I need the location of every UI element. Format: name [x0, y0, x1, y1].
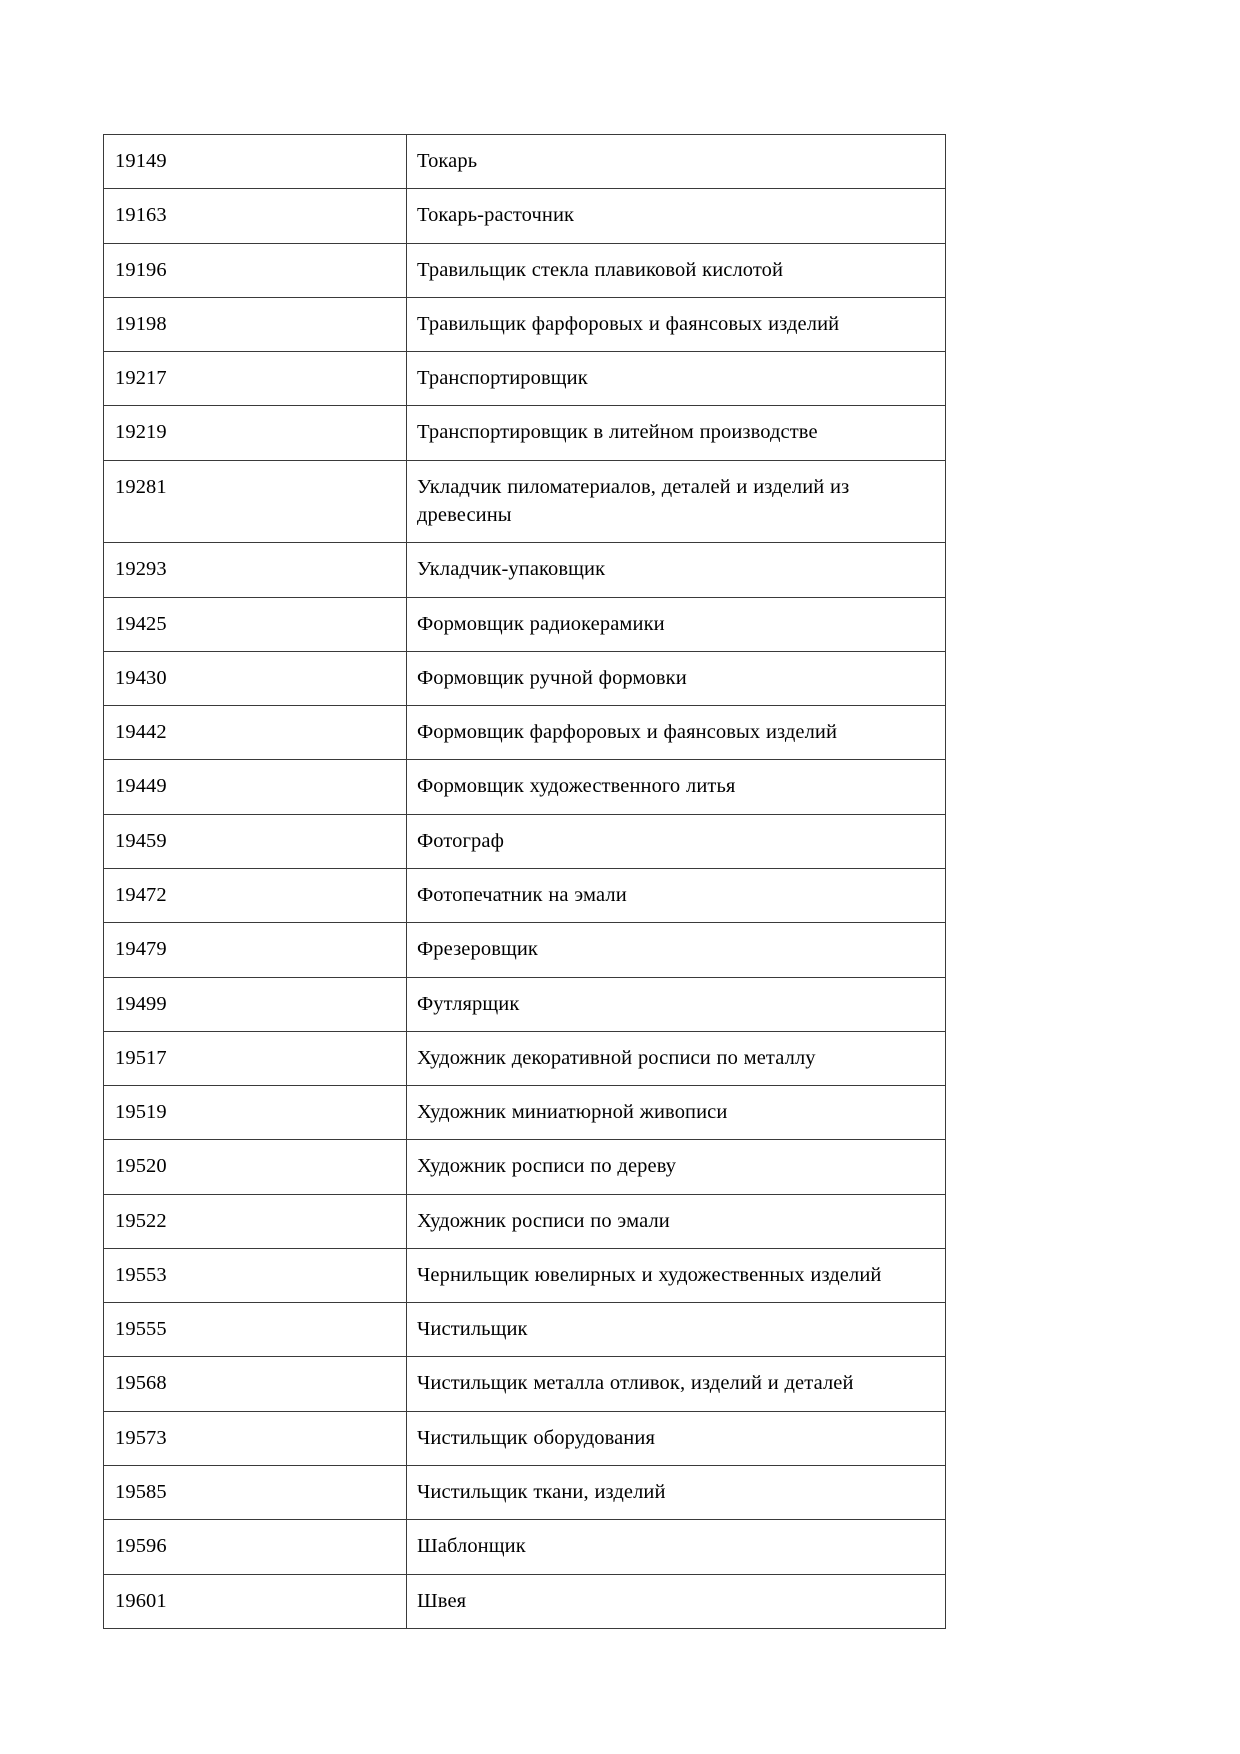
table-row: [104, 760, 946, 814]
cell-code: 19520: [104, 1140, 407, 1194]
table-row: [104, 1140, 946, 1194]
cell-occupation-name: Художник росписи по эмали: [407, 1194, 946, 1248]
cell-code: 19219: [104, 406, 407, 460]
table-row: [104, 1357, 946, 1411]
cell-occupation-name: Укладчик пиломатериалов, деталей и изделий из древесины: [407, 460, 946, 543]
cell-occupation-name: Футлярщик: [407, 977, 946, 1031]
cell-code: 19472: [104, 868, 407, 922]
table-row: [104, 1411, 946, 1465]
cell-code: 19499: [104, 977, 407, 1031]
table-row: [104, 1303, 946, 1357]
table-row: [104, 1466, 946, 1520]
cell-code: 19442: [104, 706, 407, 760]
cell-occupation-name: Формовщик радиокерамики: [407, 597, 946, 651]
table-row: [104, 135, 946, 189]
cell-code: 19149: [104, 135, 407, 189]
cell-code: 19163: [104, 189, 407, 243]
occupation-code-table: [103, 134, 946, 1629]
table-row: [104, 1574, 946, 1628]
cell-code: 19425: [104, 597, 407, 651]
cell-code: 19553: [104, 1248, 407, 1302]
cell-occupation-name: Шаблонщик: [407, 1520, 946, 1574]
cell-occupation-name: Чернильщик ювелирных и художественных изделий: [407, 1248, 946, 1302]
table-row: [104, 189, 946, 243]
cell-occupation-name: Фотопечатник на эмали: [407, 868, 946, 922]
cell-occupation-name: Швея: [407, 1574, 946, 1628]
table-row: [104, 460, 946, 543]
table-row: [104, 923, 946, 977]
cell-code: 19568: [104, 1357, 407, 1411]
cell-code: 19293: [104, 543, 407, 597]
cell-occupation-name: Укладчик-упаковщик: [407, 543, 946, 597]
cell-occupation-name: Транспортировщик в литейном производстве: [407, 406, 946, 460]
table-row: [104, 352, 946, 406]
cell-code: 19519: [104, 1086, 407, 1140]
cell-occupation-name: Чистильщик ткани, изделий: [407, 1466, 946, 1520]
occupation-code-table-wrapper: [103, 134, 945, 1629]
cell-occupation-name: Формовщик художественного литья: [407, 760, 946, 814]
cell-code: 19449: [104, 760, 407, 814]
table-row: [104, 651, 946, 705]
cell-code: 19196: [104, 243, 407, 297]
cell-code: 19573: [104, 1411, 407, 1465]
cell-code: 19217: [104, 352, 407, 406]
table-row: [104, 406, 946, 460]
cell-code: 19198: [104, 297, 407, 351]
cell-occupation-name: Художник росписи по дереву: [407, 1140, 946, 1194]
table-row: [104, 706, 946, 760]
cell-occupation-name: Формовщик фарфоровых и фаянсовых изделий: [407, 706, 946, 760]
table-row: [104, 868, 946, 922]
cell-code: 19522: [104, 1194, 407, 1248]
cell-occupation-name: Художник декоративной росписи по металлу: [407, 1031, 946, 1085]
cell-occupation-name: Токарь-расточник: [407, 189, 946, 243]
cell-occupation-name: Травильщик стекла плавиковой кислотой: [407, 243, 946, 297]
cell-occupation-name: Транспортировщик: [407, 352, 946, 406]
cell-occupation-name: Травильщик фарфоровых и фаянсовых изделий: [407, 297, 946, 351]
table-row: [104, 1031, 946, 1085]
cell-occupation-name: Чистильщик оборудования: [407, 1411, 946, 1465]
cell-code: 19281: [104, 460, 407, 543]
cell-code: 19430: [104, 651, 407, 705]
cell-code: 19585: [104, 1466, 407, 1520]
cell-occupation-name: Токарь: [407, 135, 946, 189]
cell-occupation-name: Фотограф: [407, 814, 946, 868]
cell-code: 19601: [104, 1574, 407, 1628]
table-row: [104, 1520, 946, 1574]
table-row: [104, 977, 946, 1031]
table-row: [104, 814, 946, 868]
cell-code: 19555: [104, 1303, 407, 1357]
cell-code: 19596: [104, 1520, 407, 1574]
cell-code: 19459: [104, 814, 407, 868]
table-row: [104, 543, 946, 597]
cell-code: 19517: [104, 1031, 407, 1085]
table-row: [104, 1086, 946, 1140]
table-row: [104, 243, 946, 297]
table-row: [104, 297, 946, 351]
table-row: [104, 1248, 946, 1302]
table-row: [104, 597, 946, 651]
cell-occupation-name: Формовщик ручной формовки: [407, 651, 946, 705]
cell-occupation-name: Художник миниатюрной живописи: [407, 1086, 946, 1140]
table-row: [104, 1194, 946, 1248]
cell-code: 19479: [104, 923, 407, 977]
cell-occupation-name: Чистильщик: [407, 1303, 946, 1357]
cell-occupation-name: Чистильщик металла отливок, изделий и деталей: [407, 1357, 946, 1411]
cell-occupation-name: Фрезеровщик: [407, 923, 946, 977]
table-body: [104, 135, 946, 1629]
